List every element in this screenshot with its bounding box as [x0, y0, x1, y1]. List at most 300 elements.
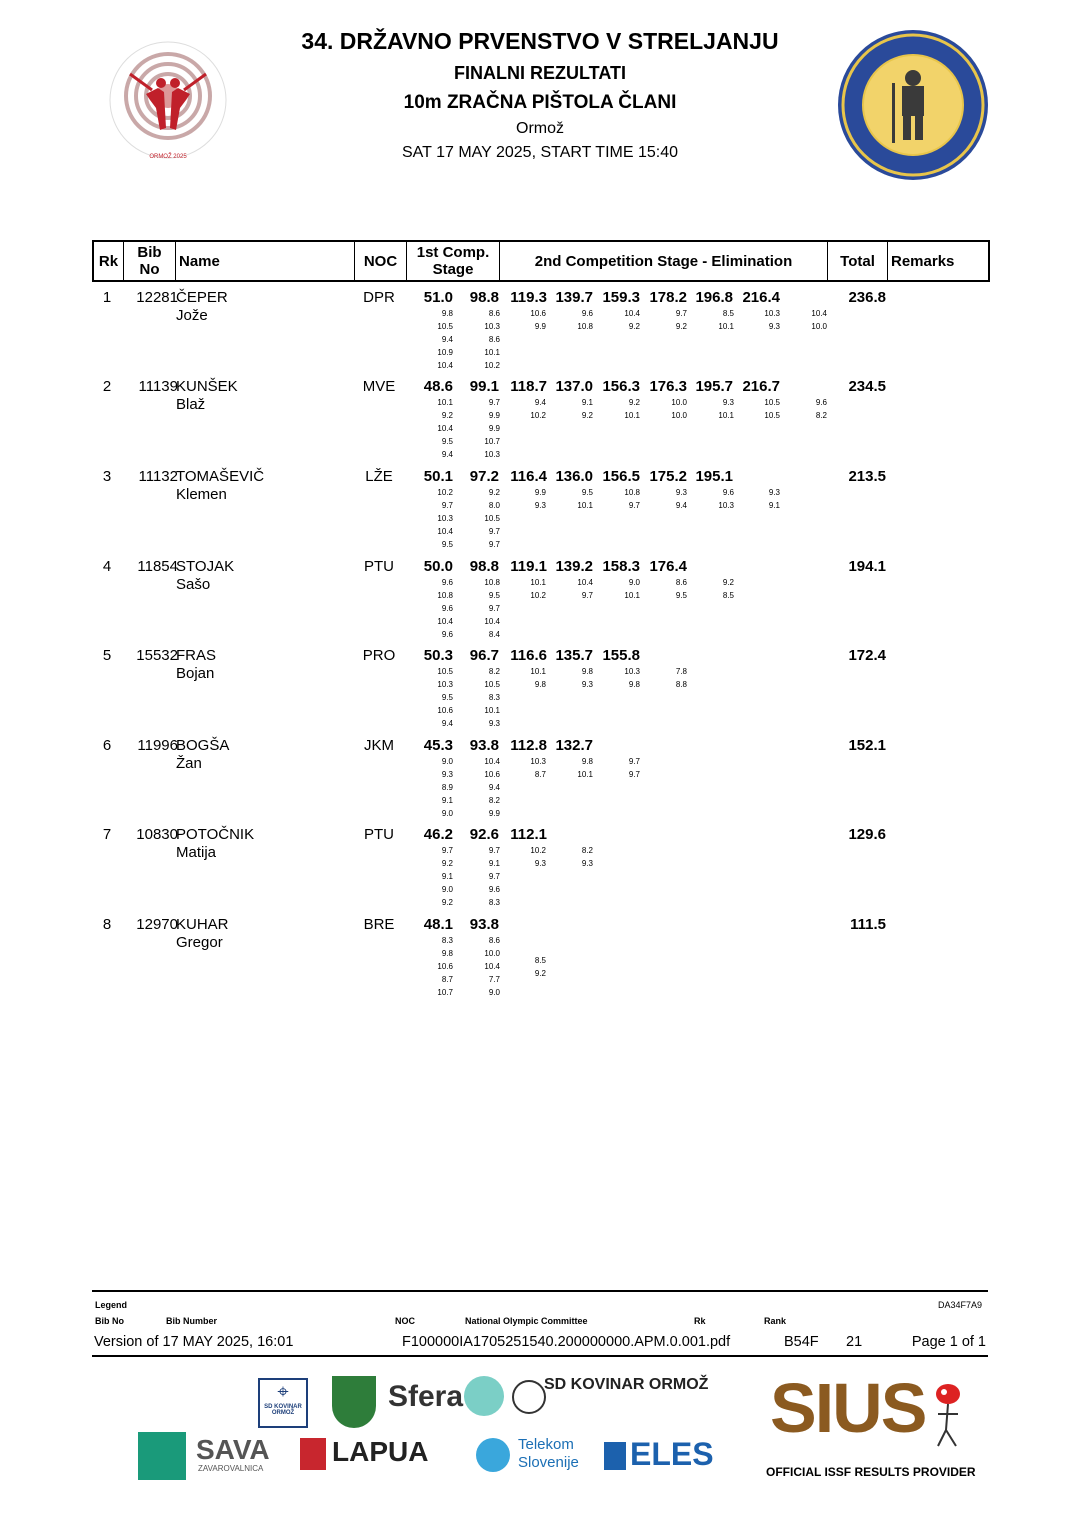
elimination-shot: 9.1	[581, 398, 593, 407]
elimination-shot: 9.2	[722, 578, 734, 587]
stage-total: 176.3	[649, 378, 687, 395]
table-row	[92, 916, 990, 1004]
elimination-shot: 9.2	[534, 969, 546, 978]
version-info: Version of 17 MAY 2025, 16:01	[94, 1334, 294, 1350]
series-shot: 9.0	[488, 988, 500, 997]
elimination-shot: 10.3	[764, 309, 780, 318]
noc-cell: JKM	[364, 737, 394, 754]
stage-total: 118.7	[510, 378, 547, 395]
elimination-shot: 8.5	[534, 956, 546, 965]
series-shot: 10.3	[437, 680, 453, 689]
series-shot: 7.7	[488, 975, 500, 984]
stage-total: 139.2	[555, 558, 593, 575]
elimination-shot: 9.2	[675, 322, 687, 331]
doc-code: B54F	[784, 1334, 819, 1350]
stage-total: 46.2	[423, 826, 453, 843]
given-name: Jože	[176, 307, 208, 324]
stage-total: 195.7	[695, 378, 733, 395]
noc-cell: PTU	[364, 826, 394, 843]
series-shot: 10.7	[484, 437, 500, 446]
total-cell: 129.6	[848, 826, 886, 843]
series-shot: 8.0	[488, 501, 500, 510]
series-shot: 9.8	[441, 309, 453, 318]
elimination-shot: 9.3	[581, 680, 593, 689]
surname: TOMAŠEVIČ	[176, 468, 265, 485]
series-shot: 8.3	[488, 898, 500, 907]
stage-total: 159.3	[602, 289, 640, 306]
target-icon: ⌖	[277, 1381, 289, 1403]
elimination-shot: 9.7	[628, 501, 640, 510]
stage-total: 175.2	[649, 468, 687, 485]
rank-cell: 7	[102, 826, 112, 843]
stage-total: 112.1	[510, 826, 547, 843]
legend-code: DA34F7A9	[937, 1300, 982, 1310]
stage-total: 158.3	[602, 558, 640, 575]
footer-legend	[92, 1290, 988, 1350]
elimination-shot: 9.2	[628, 398, 640, 407]
name-cell	[176, 558, 234, 594]
stage-total: 119.1	[510, 558, 547, 575]
bib-cell: 12970	[136, 916, 178, 933]
series-shot: 9.4	[441, 450, 453, 459]
series-shot: 10.0	[484, 949, 500, 958]
eles-icon	[604, 1442, 626, 1470]
col-noc: NOC	[355, 242, 407, 280]
elimination-shot: 10.8	[577, 322, 593, 331]
series-shot: 9.3	[441, 770, 453, 779]
elimination-shot: 9.8	[628, 680, 640, 689]
series-shot: 9.7	[488, 540, 500, 549]
series-shot: 10.4	[437, 617, 453, 626]
rank-cell: 2	[102, 378, 112, 395]
sava-subtitle: ZAVAROVALNICA	[198, 1464, 264, 1473]
legend-title: Legend	[95, 1300, 128, 1310]
logo-caption: ORMOŽ 2025	[149, 154, 187, 160]
series-shot: 10.1	[437, 398, 453, 407]
series-shot: 8.7	[441, 975, 453, 984]
legend-key: Bib No	[95, 1316, 124, 1326]
name-cell	[176, 916, 229, 952]
stage-total: 92.6	[469, 826, 499, 843]
lapua-icon	[300, 1438, 326, 1470]
elimination-shot: 9.2	[628, 322, 640, 331]
elimination-shot: 9.4	[534, 398, 546, 407]
elimination-shot: 8.8	[675, 680, 687, 689]
name-cell	[176, 826, 254, 862]
sius-logo: SIUS	[770, 1369, 926, 1447]
series-shot: 10.6	[437, 706, 453, 715]
series-shot: 9.8	[441, 949, 453, 958]
elimination-shot: 10.1	[624, 411, 640, 420]
stage-total: 176.4	[649, 558, 687, 575]
stage-total: 196.8	[695, 289, 733, 306]
stage-total: 48.6	[423, 378, 453, 395]
series-shot: 9.9	[488, 424, 500, 433]
name-cell	[176, 468, 264, 504]
series-shot: 8.6	[488, 936, 500, 945]
page-title: 34. DRŽAVNO PRVENSTVO V STRELJANJU	[301, 28, 779, 54]
series-shot: 8.6	[488, 309, 500, 318]
sd-kovinar-text-logo: SD KOVINAR ORMOŽ	[544, 1376, 709, 1393]
results-table-header	[92, 240, 990, 282]
series-shot: 9.6	[488, 885, 500, 894]
elimination-shot: 10.3	[718, 501, 734, 510]
elimination-shot: 10.6	[530, 309, 546, 318]
bib-cell: 10830	[136, 826, 178, 843]
stage-total: 139.7	[555, 289, 593, 306]
given-name: Matija	[176, 844, 217, 861]
series-shot: 9.1	[488, 859, 500, 868]
sd-kovinar-logo: ⌖ SD KOVINAR ORMOŽ	[258, 1378, 308, 1428]
series-shot: 10.3	[484, 450, 500, 459]
series-shot: 10.2	[437, 488, 453, 497]
series-shot: 10.5	[437, 667, 453, 676]
elimination-shot: 10.4	[624, 309, 640, 318]
elimination-shot: 10.1	[577, 501, 593, 510]
table-row	[92, 737, 990, 825]
sava-icon	[138, 1432, 186, 1480]
series-shot: 9.6	[441, 604, 453, 613]
series-shot: 10.8	[437, 591, 453, 600]
series-shot: 9.7	[441, 501, 453, 510]
bib-cell: 15532	[136, 647, 178, 664]
legend-value: National Olympic Committee	[465, 1316, 588, 1326]
elimination-shot: 10.0	[671, 398, 687, 407]
elimination-shot: 8.5	[722, 309, 734, 318]
table-row	[92, 558, 990, 646]
elimination-shot: 9.3	[768, 322, 780, 331]
name-cell	[176, 737, 229, 773]
series-shot: 10.4	[437, 424, 453, 433]
total-cell: 194.1	[848, 558, 886, 575]
elimination-shot: 10.3	[624, 667, 640, 676]
event-name: 10m ZRAČNA PIŠTOLA ČLANI	[403, 92, 677, 113]
elimination-shot: 9.9	[534, 488, 546, 497]
rank-cell: 1	[102, 289, 112, 306]
series-shot: 9.0	[441, 757, 453, 766]
stage-total: 136.0	[555, 468, 593, 485]
elimination-shot: 9.3	[722, 398, 734, 407]
stage-total: 195.1	[695, 468, 733, 485]
telekom-icon	[476, 1438, 510, 1472]
name-cell	[176, 289, 228, 325]
rank-cell: 4	[102, 558, 112, 575]
series-shot: 10.2	[484, 361, 500, 370]
elimination-shot: 7.8	[675, 667, 687, 676]
col-bib: Bib No	[124, 242, 176, 280]
stage-total: 135.7	[555, 647, 593, 664]
noc-cell: PTU	[364, 558, 394, 575]
series-shot: 10.4	[437, 527, 453, 536]
name-cell	[176, 647, 216, 683]
stage-total: 119.3	[510, 289, 547, 306]
stage-total: 112.8	[510, 737, 547, 754]
surname: STOJAK	[176, 558, 235, 575]
series-shot: 9.2	[488, 488, 500, 497]
elimination-shot: 10.5	[764, 411, 780, 420]
legend-key: NOC	[395, 1316, 415, 1326]
series-shot: 8.9	[441, 783, 453, 792]
stage-total: 155.8	[602, 647, 640, 664]
col-second-stage: 2nd Competition Stage - Elimination	[500, 242, 828, 280]
stage-total: 93.8	[469, 737, 499, 754]
event-datetime: SAT 17 MAY 2025, START TIME 15:40	[402, 144, 678, 161]
stage-total: 96.7	[469, 647, 499, 664]
series-shot: 9.3	[488, 719, 500, 728]
series-shot: 9.5	[441, 437, 453, 446]
series-shot: 9.6	[441, 630, 453, 639]
series-shot: 8.2	[488, 796, 500, 805]
ormoz-coat-of-arms-icon	[332, 1376, 376, 1428]
elimination-shot: 10.1	[718, 322, 734, 331]
series-shot: 10.1	[484, 706, 500, 715]
elimination-shot: 8.5	[722, 591, 734, 600]
series-shot: 10.3	[484, 322, 500, 331]
elimination-shot: 9.6	[722, 488, 734, 497]
series-shot: 8.4	[488, 630, 500, 639]
name-cell	[176, 378, 238, 414]
sfera-logo: Sfera	[388, 1380, 464, 1413]
series-shot: 9.7	[441, 846, 453, 855]
surname: KUNŠEK	[176, 378, 238, 395]
bib-cell: 12281	[136, 289, 178, 306]
stage-total: 51.0	[423, 289, 453, 306]
lapua-logo: LAPUA	[332, 1436, 429, 1467]
elimination-shot: 8.7	[534, 770, 546, 779]
elimination-shot: 9.5	[675, 591, 687, 600]
series-shot: 9.1	[441, 796, 453, 805]
series-shot: 10.4	[484, 962, 500, 971]
sius-mascot-icon	[928, 1380, 968, 1450]
surname: KUHAR	[176, 916, 229, 933]
noc-cell: DPR	[363, 289, 395, 306]
stage-total: 99.1	[469, 378, 499, 395]
stage-total: 216.7	[742, 378, 780, 395]
series-shot: 10.7	[437, 988, 453, 997]
elimination-shot: 9.4	[675, 501, 687, 510]
series-shot: 9.2	[441, 898, 453, 907]
elimination-shot: 9.2	[581, 411, 593, 420]
footer-rule	[92, 1355, 988, 1357]
elimination-shot: 10.4	[577, 578, 593, 587]
bib-cell: 11139	[138, 378, 178, 395]
rank-cell: 6	[102, 737, 112, 754]
elimination-shot: 10.1	[718, 411, 734, 420]
sius-caption: OFFICIAL ISSF RESULTS PROVIDER	[766, 1465, 976, 1479]
series-shot: 8.3	[488, 693, 500, 702]
total-cell: 111.5	[850, 916, 886, 933]
series-shot: 9.9	[488, 809, 500, 818]
elimination-shot: 9.9	[534, 322, 546, 331]
series-shot: 8.6	[488, 335, 500, 344]
series-shot: 9.2	[441, 411, 453, 420]
series-shot: 9.2	[441, 859, 453, 868]
series-shot: 10.4	[484, 757, 500, 766]
surname: POTOČNIK	[176, 826, 255, 843]
stage-total: 48.1	[423, 916, 453, 933]
elimination-shot: 9.8	[581, 757, 593, 766]
col-rank: Rk	[94, 242, 124, 280]
total-cell: 213.5	[848, 468, 886, 485]
target-icon	[512, 1380, 546, 1414]
elimination-shot: 9.7	[675, 309, 687, 318]
series-shot: 10.5	[484, 680, 500, 689]
series-shot: 9.7	[488, 872, 500, 881]
venue: Ormož	[516, 120, 564, 137]
noc-cell: MVE	[362, 378, 396, 395]
elimination-shot: 9.0	[628, 578, 640, 587]
stage-total: 156.3	[602, 378, 640, 395]
telekom-subtitle: Slovenije	[518, 1454, 579, 1471]
series-shot: 9.7	[488, 846, 500, 855]
stage-total: 216.4	[742, 289, 780, 306]
total-cell: 152.1	[848, 737, 886, 754]
series-shot: 10.4	[437, 361, 453, 370]
series-shot: 8.3	[441, 936, 453, 945]
table-row	[92, 378, 990, 466]
elimination-shot: 10.1	[530, 667, 546, 676]
given-name: Klemen	[176, 486, 227, 503]
series-shot: 9.6	[441, 578, 453, 587]
stage-total: 132.7	[555, 737, 593, 754]
series-shot: 9.4	[488, 783, 500, 792]
stage-total: 50.3	[423, 647, 453, 664]
legend-value: Rank	[764, 1316, 787, 1326]
telekom-logo: Telekom	[518, 1436, 574, 1453]
legend-value: Bib Number	[166, 1316, 218, 1326]
stage-total: 50.1	[423, 468, 453, 485]
noc-cell: BRE	[363, 916, 395, 933]
elimination-shot: 10.1	[577, 770, 593, 779]
rank-cell: 5	[102, 647, 112, 664]
elimination-shot: 10.4	[811, 309, 827, 318]
series-shot: 10.1	[484, 348, 500, 357]
series-shot: 10.4	[484, 617, 500, 626]
rank-cell: 8	[102, 916, 112, 933]
series-shot: 9.7	[488, 527, 500, 536]
page-subtitle: FINALNI REZULTATI	[454, 63, 626, 83]
col-first-stage: 1st Comp. Stage	[407, 242, 500, 280]
series-shot: 9.7	[488, 604, 500, 613]
elimination-shot: 9.3	[768, 488, 780, 497]
given-name: Sašo	[176, 576, 211, 593]
elimination-shot: 10.5	[764, 398, 780, 407]
elimination-shot: 9.6	[581, 309, 593, 318]
surname: ČEPER	[176, 289, 228, 306]
series-shot: 9.5	[441, 540, 453, 549]
elimination-shot: 10.0	[671, 411, 687, 420]
sava-logo: SAVA	[196, 1434, 270, 1465]
elimination-shot: 9.8	[534, 680, 546, 689]
stage-total: 178.2	[649, 289, 687, 306]
elimination-shot: 9.7	[581, 591, 593, 600]
stage-total: 116.4	[510, 468, 547, 485]
elimination-shot: 9.7	[628, 757, 640, 766]
col-remarks: Remarks	[891, 252, 955, 270]
stage-total: 50.0	[423, 558, 453, 575]
series-shot: 10.8	[484, 578, 500, 587]
series-shot: 9.0	[441, 809, 453, 818]
noc-cell: LŽE	[365, 468, 393, 485]
file-name: F100000IA1705251540.200000000.APM.0.001.pdf	[402, 1334, 731, 1350]
surname: FRAS	[176, 647, 217, 664]
elimination-shot: 9.8	[581, 667, 593, 676]
given-name: Gregor	[176, 934, 223, 951]
elimination-shot: 10.8	[624, 488, 640, 497]
elimination-shot: 9.3	[581, 859, 593, 868]
series-shot: 9.4	[441, 335, 453, 344]
series-shot: 9.0	[441, 885, 453, 894]
series-shot: 10.3	[437, 514, 453, 523]
stage-total: 97.2	[469, 468, 499, 485]
elimination-shot: 9.3	[534, 501, 546, 510]
given-name: Blaž	[176, 396, 206, 413]
elimination-shot: 8.2	[581, 846, 593, 855]
bib-cell: 11132	[138, 468, 178, 485]
series-shot: 10.9	[437, 348, 453, 357]
col-total: Total	[828, 242, 888, 280]
given-name: Žan	[176, 755, 202, 772]
eles-logo: ELES	[630, 1436, 714, 1472]
bib-cell: 11854	[137, 558, 178, 575]
series-shot: 10.6	[484, 770, 500, 779]
series-shot: 9.5	[488, 591, 500, 600]
elimination-shot: 10.1	[624, 591, 640, 600]
elimination-shot: 10.0	[811, 322, 827, 331]
stage-total: 156.5	[602, 468, 640, 485]
stage-total: 137.0	[555, 378, 593, 395]
series-shot: 9.1	[441, 872, 453, 881]
series-shot: 9.7	[488, 398, 500, 407]
elimination-shot: 10.2	[530, 846, 546, 855]
elimination-shot: 10.2	[530, 591, 546, 600]
series-shot: 9.4	[441, 719, 453, 728]
series-shot: 9.9	[488, 411, 500, 420]
elimination-shot: 8.2	[815, 411, 827, 420]
table-row	[92, 647, 990, 735]
surname: BOGŠA	[176, 737, 230, 754]
stage-total: 116.6	[510, 647, 547, 664]
elimination-shot: 9.1	[768, 501, 780, 510]
stage-total: 93.8	[469, 916, 499, 933]
total-cell: 234.5	[848, 378, 886, 395]
bib-cell: 11996	[137, 737, 178, 754]
stage-total: 98.8	[469, 289, 499, 306]
table-row	[92, 826, 990, 914]
page-number: Page 1 of 1	[911, 1334, 986, 1350]
elimination-shot: 9.7	[628, 770, 640, 779]
given-name: Bojan	[176, 665, 215, 682]
elimination-shot: 9.3	[675, 488, 687, 497]
table-row	[92, 468, 990, 556]
elimination-shot: 10.1	[530, 578, 546, 587]
series-shot: 8.2	[488, 667, 500, 676]
doc-number: 21	[846, 1334, 863, 1350]
stage-total: 45.3	[423, 737, 453, 754]
elimination-shot: 10.2	[530, 411, 546, 420]
sfera-circle-icon	[464, 1376, 504, 1416]
total-cell: 172.4	[848, 647, 886, 664]
elimination-shot: 8.6	[675, 578, 687, 587]
elimination-shot: 9.3	[534, 859, 546, 868]
legend-key: Rk	[694, 1316, 706, 1326]
noc-cell: PRO	[362, 647, 396, 664]
shooting-union-logo	[836, 28, 990, 182]
elimination-shot: 10.3	[530, 757, 546, 766]
rank-cell: 3	[102, 468, 112, 485]
total-cell: 236.8	[848, 289, 886, 306]
elimination-shot: 9.5	[581, 488, 593, 497]
